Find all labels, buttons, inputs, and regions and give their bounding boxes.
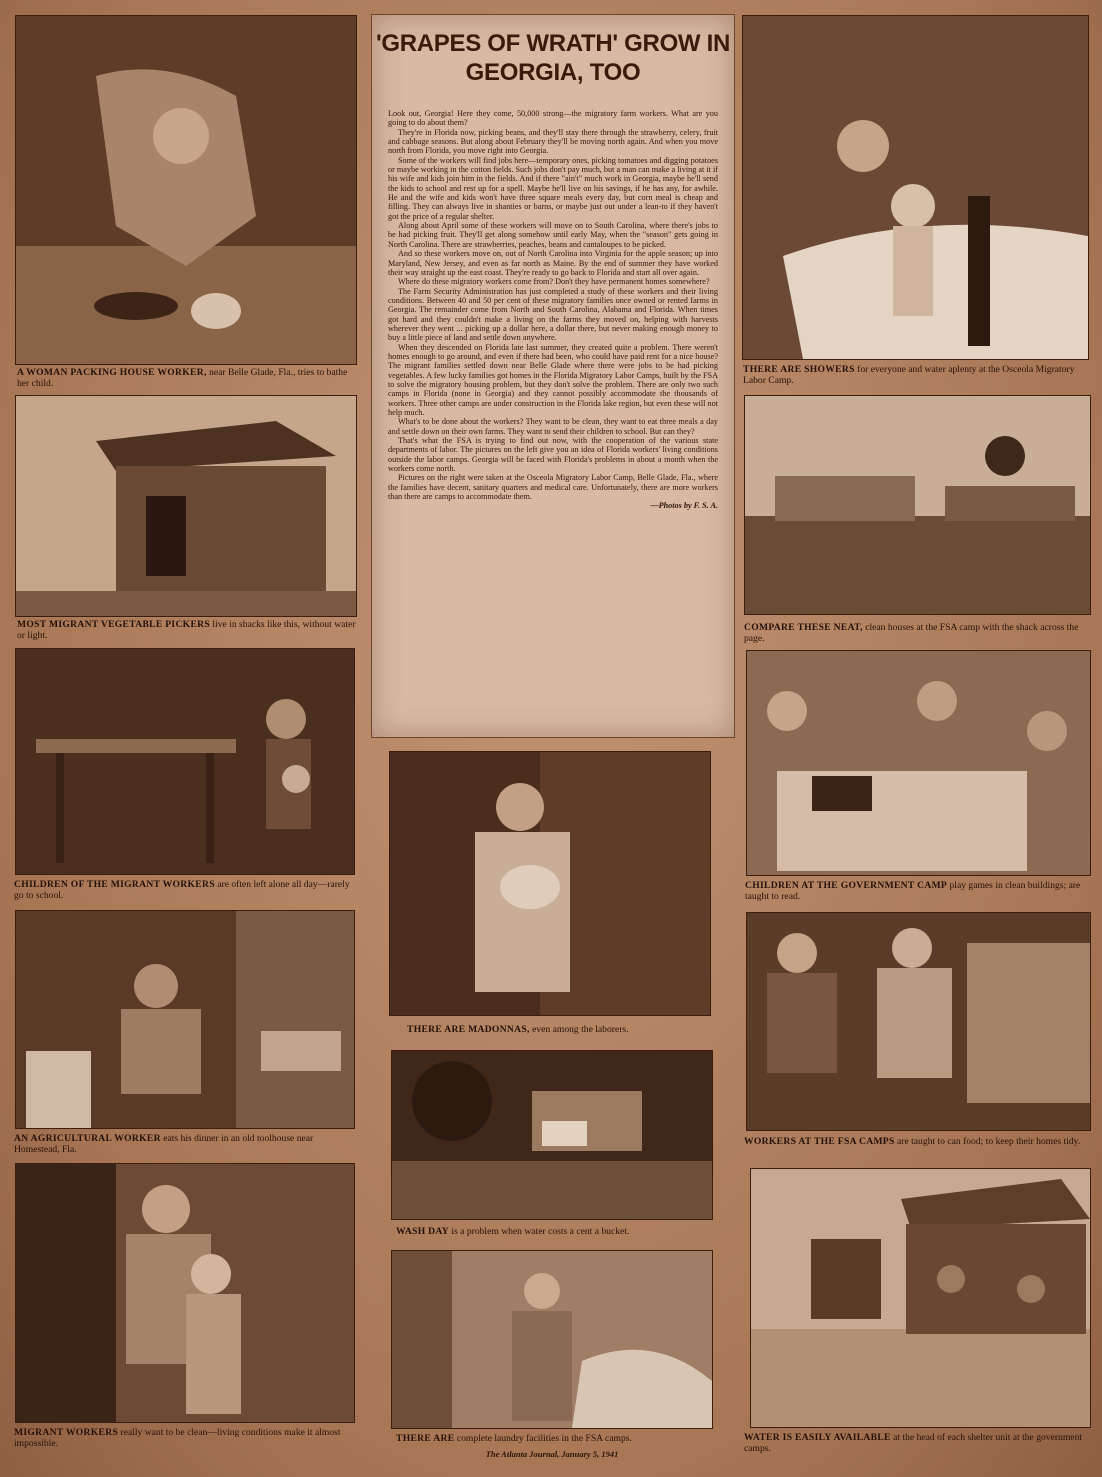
- story-paragraph: They're in Florida now, picking beans, and they'll stay there through the strawberry, celery, fruit and cabbage seasons. But along about February they'll be moving north again. And when you move north from Florida, you move right into Georgia.: [388, 127, 718, 156]
- photo-children-alone: [15, 648, 355, 875]
- story-paragraph: And so these workers move on, out of North Carolina into Virginia for the apple season; up into Maryland, New Jersey, and even as far north as Maine. By the end of summer they have worked their way straight up the east coast. They're ready to go back to Florida and start all over again.: [388, 249, 718, 277]
- caption-right3: [745, 880, 1091, 902]
- story-paragraph: Some of the workers will find jobs here—temporary ones, picking tomatoes and digging potatoes or maybe working in the cotton fields. Such jobs don't pay much, but a man can make a living at it if his wife and kids join him in the fields. And if there "ain't" much work in Georgia, maybe he'll send the kids to school and rest up for a spell. Maybe he'll live on his savings, if he has any, for awhile. He and the wife and kids won't have three square meals every day, but corn meal is cheap and filling. They can always live in shanties or barns, or maybe just out under a lean-to if they haven't got the price of a regular shelter.: [388, 155, 718, 221]
- caption-text: even among the laborers.: [529, 1024, 629, 1035]
- story-paragraph: Pictures on the right were taken at the Osceola Migratory Labor Camp, Belle Glade, Fla., where the families have decent, sanitary quarters and medical care. Unfortunately, there are more workers than there are camps to accommodate them.: [388, 473, 718, 502]
- story-paragraph: What's to be done about the workers? They want to be clean, they want to eat three meals a day and settle down on their own farms. They want to send their children to school. But can they?: [388, 417, 718, 436]
- photo-workers-canning: [746, 912, 1091, 1131]
- photo-woman-combing-hair: [15, 1163, 355, 1423]
- photo-madonna-mother-baby: [389, 751, 711, 1016]
- caption-text: is a problem when water costs a cent a bucket.: [448, 1226, 630, 1237]
- story-paragraph: That's what the FSA is trying to find out now, with the cooperation of the various state departments of labor. The pictures on the left give you an idea of Florida workers' living conditions outside the labor camps. Georgia will be faced with Florida's problems in about a month when the workers come north.: [388, 436, 718, 474]
- caption-right5: [744, 1432, 1094, 1454]
- caption-lead: MOST MIGRANT VEGETABLE PICKERS: [17, 619, 211, 630]
- photo-water-available: [750, 1168, 1091, 1428]
- caption-lead: MIGRANT WORKERS: [14, 1427, 119, 1438]
- caption-text: complete laundry facilities in the FSA camps.: [454, 1433, 632, 1444]
- photo-agricultural-worker: [15, 910, 355, 1129]
- caption-right2: [744, 622, 1090, 644]
- caption-lead: THERE ARE SHOWERS: [743, 364, 855, 375]
- photo-fsa-camp-houses: [744, 395, 1091, 615]
- caption-lead: THERE ARE: [396, 1433, 455, 1444]
- caption-text: are often left alone all day—rarely go to school.: [14, 879, 350, 901]
- photo-children-games: [746, 650, 1091, 876]
- photo-showers: [742, 15, 1089, 360]
- caption-text: play games in clean buildings; are taught to read.: [745, 880, 1081, 902]
- caption-lead: COMPARE THESE NEAT,: [744, 622, 863, 633]
- caption-text: at the head of each shelter unit at the government camps.: [744, 1432, 1083, 1454]
- caption-left2: [17, 619, 357, 641]
- caption-text: really want to be clean—living conditions make it almost impossible.: [14, 1427, 341, 1449]
- photo-wash-day: [391, 1050, 713, 1220]
- caption-lead: CHILDREN AT THE GOVERNMENT CAMP: [745, 880, 948, 891]
- caption-right1: [743, 364, 1089, 386]
- caption-text: live in shacks like this, without water or light.: [17, 619, 356, 641]
- caption-lead: AN AGRICULTURAL WORKER: [14, 1133, 161, 1144]
- caption-right4: [744, 1136, 1094, 1147]
- caption-left4: [14, 1133, 356, 1155]
- caption-lead: WATER IS EASILY AVAILABLE: [744, 1432, 891, 1443]
- story-paragraph: Where do these migratory workers come from? Don't they have permanent homes somewhere?: [398, 277, 710, 287]
- caption-text: near Belle Glade, Fla., tries to bathe her child.: [17, 367, 348, 389]
- headline: 'GRAPES OF WRATH' GROW IN GEORGIA, TOO: [375, 30, 731, 86]
- caption-left5: [14, 1427, 354, 1449]
- caption-text: are taught to can food; to keep their homes tidy.: [894, 1136, 1081, 1147]
- caption-lead: WORKERS AT THE FSA CAMPS: [744, 1136, 895, 1147]
- photo-credit: —Photos by F. S. A.: [650, 501, 718, 511]
- caption-text: for everyone and water aplenty at the Osceola Migratory Labor Camp.: [743, 364, 1075, 386]
- caption-mid2: [396, 1226, 706, 1237]
- photo-migrant-shack: [15, 395, 357, 617]
- caption-mid3: [396, 1433, 706, 1444]
- story-paragraph: Along about April some of these workers will move on to South Carolina, where there's jobs to be had picking fruit. They'll get along somehow until early May, when the "season" gets going in North Carolina. There are strawberries, peaches, beans and cantaloupes to be picked.: [388, 221, 718, 249]
- story-body: [388, 109, 718, 729]
- caption-mid1: [407, 1024, 717, 1035]
- caption-text: eats his dinner in an old toolhouse near Homestead, Fla.: [14, 1133, 314, 1155]
- caption-lead: CHILDREN OF THE MIGRANT WORKERS: [14, 879, 215, 890]
- caption-lead: WASH DAY: [396, 1226, 449, 1237]
- caption-lead: A WOMAN PACKING HOUSE WORKER,: [17, 367, 207, 378]
- photo-woman-bathing-child: [15, 15, 357, 365]
- story-box: [371, 14, 735, 738]
- caption-left3: [14, 879, 356, 901]
- story-paragraph: The Farm Security Administration has just completed a study of these workers and their living conditions. Between 40 and 50 per cent of these migratory families once owned or rented farms in Georgia. The remainder come from North and South Carolina, Alabama and Florida. When times got hard and they couldn't make a living on the farms they moved on, helping with harvests wherever they went ... picking up a dollar here, a dollar there, but never making enough money to buy a little piece of land and settle down anywhere.: [388, 286, 718, 343]
- story-paragraph: Look out, Georgia! Here they come, 50,000 strong—the migratory farm workers. What are you going to do about them?: [388, 109, 718, 128]
- story-paragraph: When they descended on Florida late last summer, they created quite a problem. There weren't homes enough to go around, and even if there had been, who could have paid rent for a nice house? The migrant families settled down near Belle Glade where there were jobs to be had picking vegetables. A few lucky families got homes in the Florida Migratory Labor Camps, built by the FSA to solve the migratory housing problem, but they don't solve the problem. There are only two such camps in Florida (none in Georgia) and they cannot possibly accommodate the thousands of workers. Three other camps are under construction in the Florida lake region, but even these will not help much.: [388, 342, 718, 417]
- caption-text: clean houses at the FSA camp with the shack across the page.: [744, 622, 1079, 644]
- footer-dateline: The Atlanta Journal, January 5, 1941: [485, 1449, 619, 1459]
- photo-laundry-facilities: [391, 1250, 713, 1429]
- caption-left1: [17, 367, 357, 389]
- caption-lead: THERE ARE MADONNAS,: [407, 1024, 530, 1035]
